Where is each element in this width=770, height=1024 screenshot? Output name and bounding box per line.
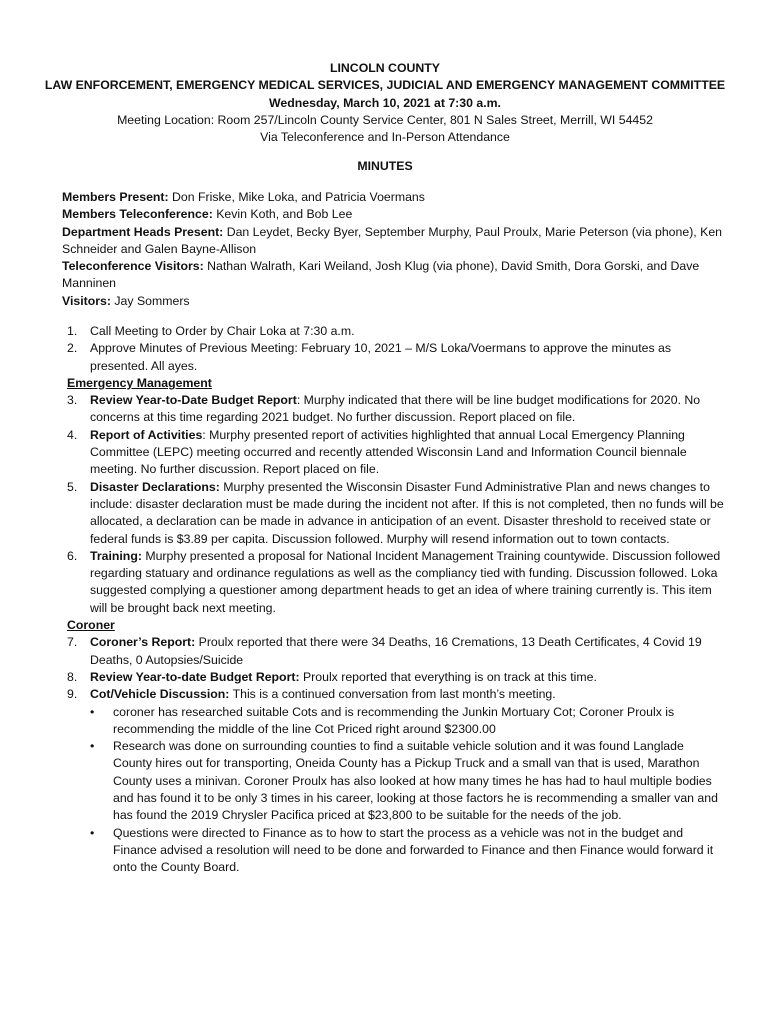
item-title: Cot/Vehicle Discussion: xyxy=(90,687,230,702)
item-number: 9. xyxy=(67,687,78,702)
bullet-icon: • xyxy=(90,704,95,719)
teleconference-visitors-label: Teleconference Visitors: xyxy=(62,259,204,274)
item-text: Murphy presented the Wisconsin Disaster Fund Administrative Plan and news changes to include: disaster declaration must be made during the incident not after. If this is not completed, then no funds will be allocated, a declaration can be made in advance in anticipation of an event. Disaster threshold to received state or federal funds is $3.89 per capita. Discussion followed. Murphy will resend information out to town contacts. xyxy=(90,479,724,546)
item-text: Murphy presented a proposal for National Incident Management Training countywide. Discussion followed regarding statuary and ordinance regulations as well as the compliancy tied with funding. Discussion followed. Loka suggested complying a questioner among department heads to get an idea of where training currently is. This item will be brought back next meeting. xyxy=(90,548,721,615)
agenda-item xyxy=(62,669,724,686)
document-header xyxy=(0,60,770,176)
attendance-section xyxy=(62,189,722,310)
agenda-item xyxy=(62,340,724,375)
members-present xyxy=(62,189,722,206)
item-text: Call Meeting to Order by Chair Loka at 7:30 a.m. xyxy=(90,324,355,338)
item-text: : Murphy indicated that there will be line budget modifications for 2020. No concerns at this time regarding 2021 budget. No further discussion. Report placed on file. xyxy=(90,393,701,425)
section-heading-coroner: Coroner xyxy=(67,618,115,633)
item-title: Report of Activities xyxy=(90,427,203,442)
agenda-item xyxy=(62,548,724,617)
teleconference-visitors xyxy=(62,258,722,293)
members-teleconference-value: Kevin Koth, and Bob Lee xyxy=(212,207,353,222)
item-number: 8. xyxy=(67,669,78,684)
bullet-text: Research was done on surrounding counties to find a suitable vehicle solution and it was found Langlade County hires out for transporting, Oneida County has a Pickup Truck and a small van that is used, Marathon County uses a minivan. Coroner Proulx has also looked at how many times he has had to haul multiple bodies and has found it to be only 3 times in his career, looking at those factors he is recommending a smaller van and has found the 2019 Chrysler Pacifica priced at $23,800 to be suitable for the needs of the job. xyxy=(113,739,718,823)
agenda-item xyxy=(62,427,724,479)
item-number: 6. xyxy=(67,548,78,563)
meeting-date: Wednesday, March 10, 2021 at 7:30 a.m. xyxy=(269,95,501,110)
agenda-item xyxy=(62,323,724,340)
county-title: LINCOLN COUNTY xyxy=(330,61,440,75)
bullet-icon: • xyxy=(90,739,95,754)
item-title: Disaster Declarations: xyxy=(90,479,220,494)
agenda-item xyxy=(62,392,724,427)
committee-title: LAW ENFORCEMENT, EMERGENCY MEDICAL SERVICES, JUDICIAL AND EMERGENCY MANAGEMENT COMMITTEE xyxy=(44,78,726,93)
list-item xyxy=(62,704,724,739)
meeting-location: Meeting Location: Room 257/Lincoln County Service Center, 801 N Sales Street, Merrill, WI 54452 xyxy=(117,112,653,127)
list-item xyxy=(62,738,724,824)
department-heads-value: Dan Leydet, Becky Byer, September Murphy, Paul Proulx, Marie Peterson (via phone), Ken Schneider and Galen Bayne-Allison xyxy=(62,224,723,256)
item-text: Approve Minutes of Previous Meeting: February 10, 2021 – M/S Loka/Voermans to approve the minutes as presented. All ayes. xyxy=(90,341,672,373)
teleconference-visitors-value: Nathan Walrath, Kari Weiland, Josh Klug (via phone), David Smith, Dora Gorski, and Dave Manninen xyxy=(62,259,700,291)
visitors-label: Visitors: xyxy=(62,293,111,308)
visitors xyxy=(62,293,722,310)
item-title: Coroner’s Report: xyxy=(90,635,196,650)
members-present-value: Don Friske, Mike Loka, and Patricia Voermans xyxy=(168,190,425,204)
bullet-text: Questions were directed to Finance as to how to start the process as a vehicle was not in the budget and Finance advised a resolution will need to be done and forwarded to Finance and then Finance would forward it onto the County Board. xyxy=(113,825,714,875)
visitors-value: Jay Sommers xyxy=(110,293,190,308)
cot-vehicle-bullets xyxy=(62,704,724,877)
item-title: Review Year-to-Date Budget Report xyxy=(90,393,297,408)
item-number: 7. xyxy=(67,635,78,650)
attendance-note: Via Teleconference and In-Person Attendance xyxy=(260,130,510,145)
item-number: 4. xyxy=(67,427,78,442)
bullet-icon: • xyxy=(90,825,95,840)
agenda-item xyxy=(62,634,724,669)
list-item xyxy=(62,825,724,877)
minutes-heading: MINUTES xyxy=(357,159,413,174)
members-present-label: Members Present: xyxy=(62,190,169,204)
item-number: 1. xyxy=(67,324,78,338)
department-heads-label: Department Heads Present: xyxy=(62,224,224,239)
agenda-items xyxy=(62,323,724,877)
members-teleconference xyxy=(62,206,722,223)
department-heads xyxy=(62,224,722,259)
bullet-text: coroner has researched suitable Cots and is recommending the Junkin Mortuary Cot; Coroner Proulx is recommending the middle of the line Cot Priced right around $2300.00 xyxy=(113,704,675,736)
item-number: 3. xyxy=(67,393,78,408)
agenda-item xyxy=(62,686,724,703)
item-number: 2. xyxy=(67,341,78,356)
members-teleconference-label: Members Teleconference: xyxy=(62,207,213,222)
item-number: 5. xyxy=(67,479,78,494)
item-title: Review Year-to-date Budget Report: xyxy=(90,669,300,684)
item-text: This is a continued conversation from last month’s meeting. xyxy=(229,687,556,702)
agenda-item xyxy=(62,479,724,548)
item-text: Proulx reported that there were 34 Deaths, 16 Cremations, 13 Death Certificates, 4 Covid 19 Deaths, 0 Autopsies/Suicide xyxy=(90,635,702,667)
item-title: Training: xyxy=(90,548,142,563)
item-text: : Murphy presented report of activities highlighted that annual Local Emergency Planning Committee (LEPC) meeting occurred and recently attended Wisconsin Land and Information Council biennale meeting. No further discussion. Report placed on file. xyxy=(90,427,687,477)
item-text: Proulx reported that everything is on track at this time. xyxy=(299,669,597,684)
section-heading-emergency-management: Emergency Management xyxy=(67,375,212,390)
